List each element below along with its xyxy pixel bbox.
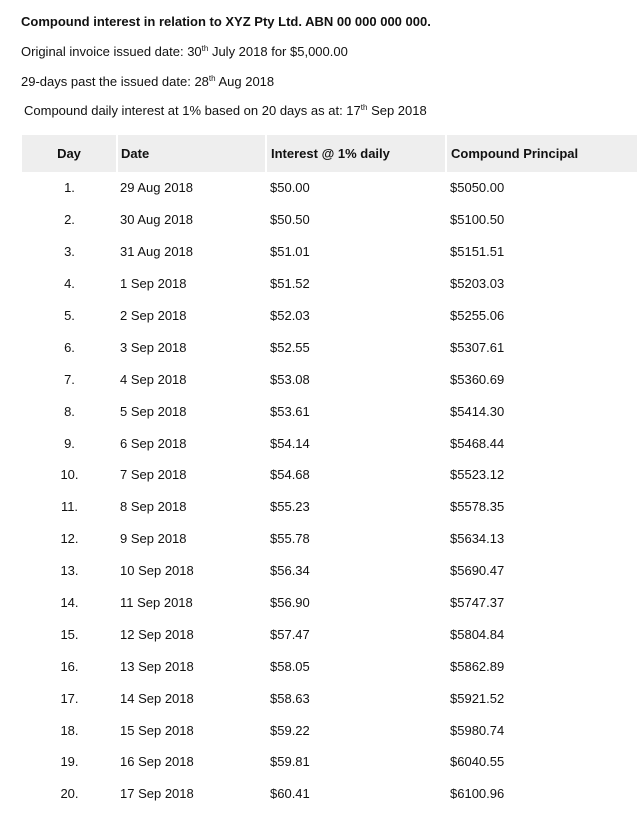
interest-cell: $56.34 <box>270 563 310 579</box>
day-cell: 10. <box>60 467 79 483</box>
ordinal-suffix: th <box>208 74 216 83</box>
ordinal-suffix: th <box>360 103 368 112</box>
date-cell: 8 Sep 2018 <box>120 499 187 515</box>
interest-cell: $58.05 <box>270 658 310 674</box>
table-row <box>22 236 637 268</box>
date-cell: 7 Sep 2018 <box>120 467 187 483</box>
date-cell: 17 Sep 2018 <box>120 786 194 802</box>
date-cell: 15 Sep 2018 <box>120 722 194 738</box>
ordinal-suffix: th <box>201 44 209 53</box>
day-cell: 14. <box>60 595 79 611</box>
table-row <box>22 778 637 810</box>
column-header-interest: Interest @ 1% daily <box>266 135 446 172</box>
day-cell: 6. <box>64 339 75 355</box>
interest-cell: $54.68 <box>270 467 310 483</box>
table-header-row <box>22 135 637 172</box>
interest-cell: $60.41 <box>270 786 310 802</box>
compound-principal-cell: $5921.52 <box>450 690 505 706</box>
compound-principal-cell: $5634.13 <box>450 531 505 547</box>
past-due-text: 29-days past the issued date: 28 <box>21 74 209 89</box>
date-cell: 29 Aug 2018 <box>120 180 194 196</box>
date-cell: 5 Sep 2018 <box>120 403 187 419</box>
table-row <box>22 555 637 587</box>
invoice-issued-line <box>21 44 348 59</box>
day-cell: 11. <box>60 499 79 515</box>
day-cell: 16. <box>60 658 79 674</box>
interest-basis-line <box>24 103 427 118</box>
interest-cell: $55.23 <box>270 499 310 515</box>
table-row <box>22 395 637 427</box>
past-due-text-end: Aug 2018 <box>215 74 275 89</box>
day-cell: 5. <box>64 308 75 323</box>
compound-interest-table <box>22 135 637 810</box>
interest-cell: $57.47 <box>270 626 310 642</box>
table-row <box>22 300 637 332</box>
interest-cell: $50.50 <box>270 212 310 228</box>
interest-cell: $52.55 <box>270 339 310 355</box>
compound-principal-cell: $6100.96 <box>450 786 505 802</box>
date-cell: 12 Sep 2018 <box>120 626 194 642</box>
compound-principal-cell: $5690.47 <box>450 563 505 579</box>
day-cell: 9. <box>64 435 75 451</box>
compound-principal-cell: $5255.06 <box>450 308 505 323</box>
date-cell: 2 Sep 2018 <box>120 308 187 323</box>
table-row <box>22 172 637 204</box>
day-cell: 3. <box>64 244 75 260</box>
day-cell: 17. <box>60 690 79 706</box>
compound-principal-cell: $5050.00 <box>450 180 505 196</box>
day-cell: 1. <box>64 180 75 196</box>
interest-cell: $56.90 <box>270 595 310 611</box>
table-row <box>22 459 637 491</box>
compound-principal-cell: $5203.03 <box>450 276 505 292</box>
interest-cell: $51.52 <box>270 276 310 292</box>
compound-principal-cell: $5468.44 <box>450 435 505 451</box>
compound-principal-cell: $5151.51 <box>450 244 505 260</box>
day-cell: 2. <box>64 212 75 228</box>
table-row <box>22 204 637 236</box>
table-row <box>22 268 637 300</box>
interest-cell: $53.61 <box>270 403 310 419</box>
interest-basis-text: Compound daily interest at 1% based on 20 days as at: 17 <box>24 103 361 118</box>
day-cell: 8. <box>64 403 75 419</box>
date-cell: 16 Sep 2018 <box>120 754 194 770</box>
table-row <box>22 363 637 395</box>
column-header-date: Date <box>117 135 266 172</box>
compound-principal-cell: $5100.50 <box>450 212 505 228</box>
day-cell: 19. <box>60 754 79 770</box>
interest-cell: $54.14 <box>270 435 310 451</box>
date-cell: 30 Aug 2018 <box>120 212 194 228</box>
date-cell: 31 Aug 2018 <box>120 244 194 260</box>
interest-cell: $59.81 <box>270 754 310 770</box>
day-cell: 13. <box>60 563 79 579</box>
date-cell: 6 Sep 2018 <box>120 435 187 451</box>
day-cell: 7. <box>64 371 75 387</box>
date-cell: 9 Sep 2018 <box>120 531 187 547</box>
interest-cell: $51.01 <box>270 244 310 260</box>
date-cell: 11 Sep 2018 <box>120 595 193 611</box>
table-row <box>22 682 637 714</box>
interest-cell: $50.00 <box>270 180 310 196</box>
interest-cell: $58.63 <box>270 690 310 706</box>
interest-cell: $52.03 <box>270 308 310 323</box>
table-row <box>22 587 637 619</box>
day-cell: 18. <box>60 722 79 738</box>
day-cell: 4. <box>64 276 75 292</box>
compound-principal-cell: $5804.84 <box>450 626 505 642</box>
table-row <box>22 331 637 363</box>
interest-basis-text-end: Sep 2018 <box>367 103 427 118</box>
table-row <box>22 650 637 682</box>
date-cell: 4 Sep 2018 <box>120 371 187 387</box>
date-cell: 10 Sep 2018 <box>120 563 194 579</box>
table-row <box>22 618 637 650</box>
table-row <box>22 714 637 746</box>
table-body <box>22 172 637 810</box>
document-title: Compound interest in relation to XYZ Pty Ltd. ABN 00 000 000 000. <box>21 14 431 29</box>
interest-cell: $55.78 <box>270 531 310 547</box>
compound-principal-cell: $6040.55 <box>450 754 505 770</box>
invoice-issued-text-end: July 2018 for $5,000.00 <box>208 44 348 59</box>
compound-principal-cell: $5747.37 <box>450 595 505 611</box>
compound-principal-cell: $5307.61 <box>450 339 505 355</box>
date-cell: 14 Sep 2018 <box>120 690 194 706</box>
date-cell: 3 Sep 2018 <box>120 339 187 355</box>
compound-principal-cell: $5360.69 <box>450 371 505 387</box>
past-due-line <box>21 74 274 89</box>
table-row <box>22 523 637 555</box>
invoice-issued-text: Original invoice issued date: 30 <box>21 44 202 59</box>
compound-principal-cell: $5578.35 <box>450 499 505 515</box>
compound-principal-cell: $5523.12 <box>450 467 505 483</box>
compound-principal-cell: $5862.89 <box>450 658 505 674</box>
day-cell: 20. <box>60 786 79 802</box>
date-cell: 13 Sep 2018 <box>120 658 194 674</box>
table-row <box>22 427 637 459</box>
date-cell: 1 Sep 2018 <box>120 276 187 292</box>
table-row <box>22 491 637 523</box>
table-row <box>22 746 637 778</box>
column-header-day: Day <box>22 135 117 172</box>
day-cell: 12. <box>60 531 79 547</box>
column-header-compound-principal: Compound Principal <box>446 135 637 172</box>
day-cell: 15. <box>60 626 79 642</box>
compound-principal-cell: $5980.74 <box>450 722 505 738</box>
interest-cell: $59.22 <box>270 722 310 738</box>
compound-principal-cell: $5414.30 <box>450 403 505 419</box>
interest-cell: $53.08 <box>270 371 310 387</box>
